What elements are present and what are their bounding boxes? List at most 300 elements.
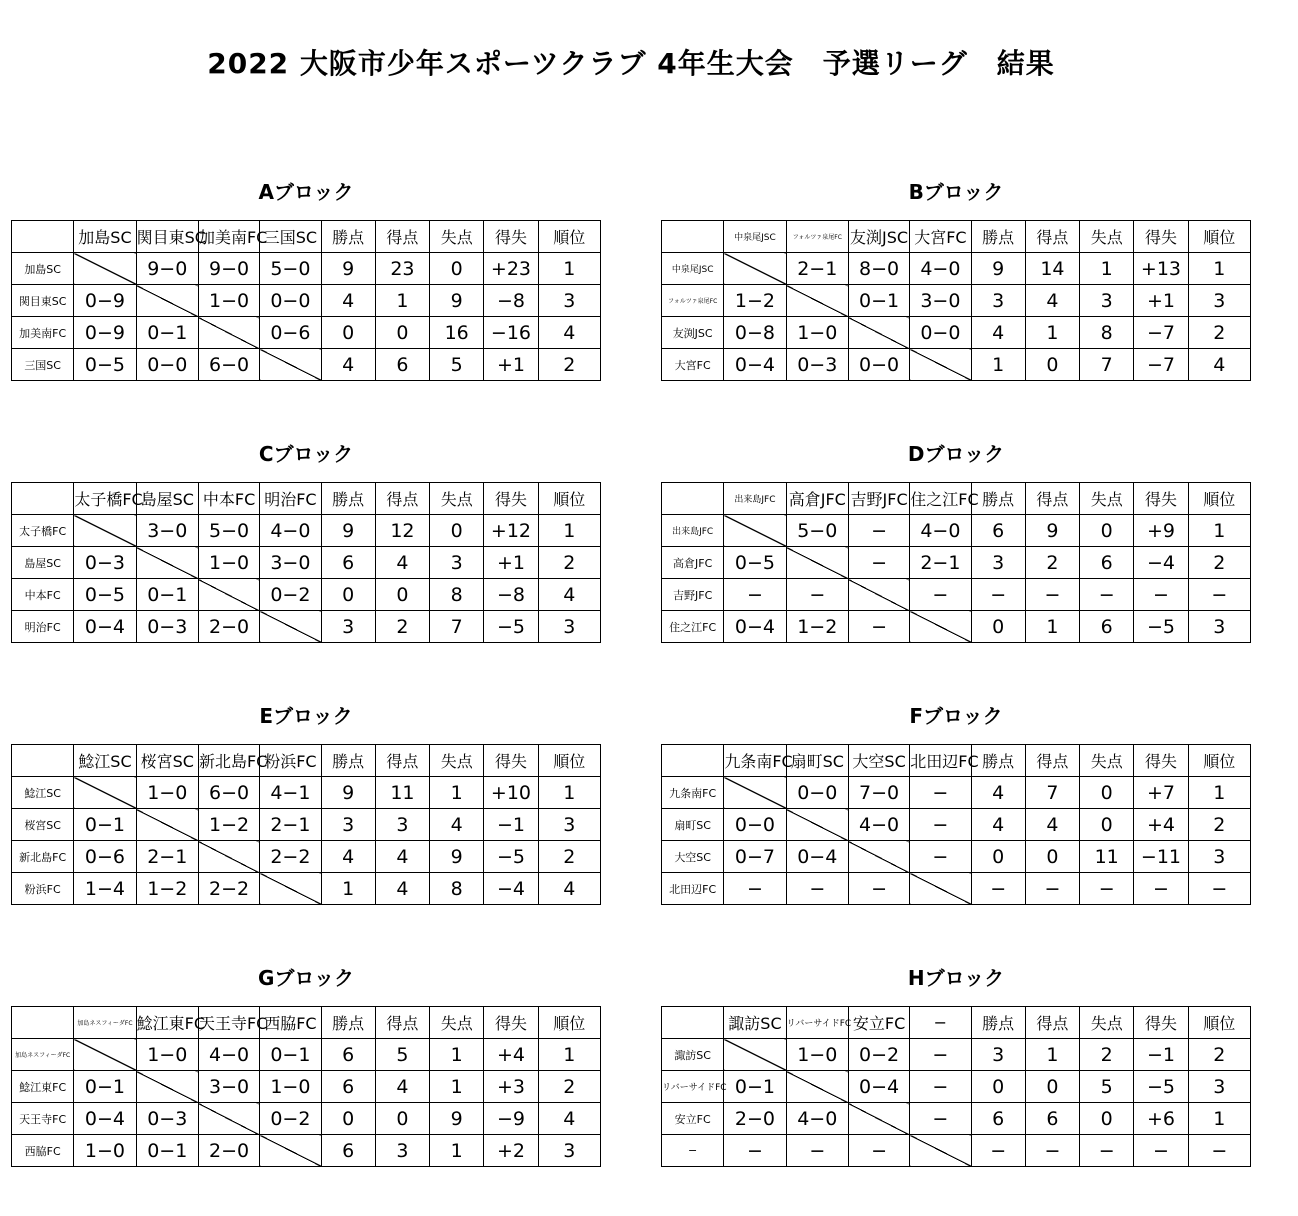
stat-cell: 5 (375, 1039, 429, 1071)
column-team-header: 加島SC (74, 221, 136, 253)
stat-cell: 4 (375, 841, 429, 873)
row-team-label: 明治FC (12, 611, 74, 643)
table-row (662, 611, 1251, 643)
stat-cell: +1 (484, 349, 538, 381)
diagonal-cell (260, 873, 321, 905)
column-team-header: 住之江FC (910, 483, 971, 515)
table-row (12, 841, 601, 873)
score-cell: 1−0 (198, 285, 259, 317)
stat-cell: − (971, 873, 1025, 905)
stat-cell: 2 (538, 349, 600, 381)
score-cell: 0−2 (260, 579, 321, 611)
score-cell: 4−0 (198, 1039, 259, 1071)
row-team-label: 天王寺FC (12, 1103, 74, 1135)
stat-cell: 3 (1188, 841, 1250, 873)
header-row (12, 483, 601, 515)
column-team-header: 太子橋FC (74, 483, 136, 515)
table-row (12, 547, 601, 579)
score-cell: 0−2 (848, 1039, 909, 1071)
stat-header: 得失 (1134, 745, 1188, 777)
stat-cell: 4 (538, 317, 600, 349)
stat-header: 得点 (375, 221, 429, 253)
stat-cell: 4 (971, 809, 1025, 841)
score-cell: 1−2 (136, 873, 198, 905)
column-team-header: 友渕JSC (848, 221, 909, 253)
stat-cell: 1 (375, 285, 429, 317)
stat-cell: 4 (538, 579, 600, 611)
score-cell: − (910, 777, 971, 809)
block-title: Bブロック (908, 180, 1004, 204)
column-team-header: 北田辺FC (910, 745, 971, 777)
stat-cell: 3 (1188, 1071, 1250, 1103)
table-row (662, 317, 1251, 349)
stat-cell: 1 (1025, 611, 1079, 643)
score-cell: 0−0 (848, 349, 909, 381)
stat-cell: 0 (971, 841, 1025, 873)
stat-cell: 3 (971, 547, 1025, 579)
column-team-header: 高倉JFC (786, 483, 848, 515)
stat-cell: 2 (1188, 317, 1250, 349)
stat-cell: 3 (538, 1135, 600, 1167)
stat-cell: 2 (1188, 547, 1250, 579)
diagonal-cell (910, 873, 971, 905)
score-cell: 0−4 (74, 611, 136, 643)
score-cell: 2−0 (724, 1103, 786, 1135)
score-cell: 0−1 (136, 579, 198, 611)
row-team-label: 三国SC (12, 349, 74, 381)
diagonal-cell (786, 547, 848, 579)
row-team-label: 中本FC (12, 579, 74, 611)
stat-cell: 11 (1080, 841, 1134, 873)
score-cell: 0−3 (136, 611, 198, 643)
stat-header: 失点 (1080, 745, 1134, 777)
table-row (662, 777, 1251, 809)
stat-cell: 7 (1080, 349, 1134, 381)
stat-cell: 2 (375, 611, 429, 643)
stat-cell: 4 (1025, 285, 1079, 317)
column-team-header: 鯰江SC (74, 745, 136, 777)
diagonal-cell (74, 515, 136, 547)
stat-cell: +2 (484, 1135, 538, 1167)
row-team-label: 加島ネスフィーダFC (12, 1039, 74, 1071)
block-title: Eブロック (259, 704, 353, 728)
results-table (661, 220, 1251, 381)
stat-cell: 1 (1025, 1039, 1079, 1071)
stat-cell: 9 (430, 1103, 484, 1135)
corner-cell (662, 745, 724, 777)
stat-cell: 0 (430, 253, 484, 285)
stat-cell: 9 (321, 253, 375, 285)
stat-cell: 0 (1080, 777, 1134, 809)
table-row (662, 1103, 1251, 1135)
table-row (12, 809, 601, 841)
stat-cell: 3 (1188, 611, 1250, 643)
stat-cell: −5 (1134, 1071, 1188, 1103)
score-cell: − (910, 841, 971, 873)
stat-cell: 9 (430, 285, 484, 317)
stat-cell: 6 (971, 515, 1025, 547)
score-cell: − (910, 1103, 971, 1135)
table-row (662, 873, 1251, 905)
stat-cell: −9 (484, 1103, 538, 1135)
score-cell: 0−4 (724, 349, 786, 381)
stat-header: 失点 (430, 483, 484, 515)
diagonal-cell (260, 349, 321, 381)
diagonal-cell (910, 1135, 971, 1167)
score-cell: 0−6 (74, 841, 136, 873)
diagonal-cell (910, 349, 971, 381)
stat-cell: 3 (538, 285, 600, 317)
stat-cell: 3 (321, 611, 375, 643)
score-cell: 4−0 (848, 809, 909, 841)
score-cell: 0−4 (786, 841, 848, 873)
diagonal-cell (74, 777, 136, 809)
stat-cell: +12 (484, 515, 538, 547)
table-row (12, 317, 601, 349)
stat-cell: 0 (1025, 1071, 1079, 1103)
stat-cell: 4 (375, 1071, 429, 1103)
stat-cell: +7 (1134, 777, 1188, 809)
column-team-header: 新北島FC (198, 745, 259, 777)
stat-cell: 3 (321, 809, 375, 841)
stat-cell: 7 (430, 611, 484, 643)
score-cell: 0−1 (724, 1071, 786, 1103)
column-team-header: 天王寺FC (198, 1007, 259, 1039)
stat-header: 順位 (538, 745, 600, 777)
score-cell: 8−0 (848, 253, 909, 285)
stat-header: 順位 (1188, 221, 1250, 253)
stat-cell: 12 (375, 515, 429, 547)
stat-cell: 3 (1188, 285, 1250, 317)
diagonal-cell (848, 317, 909, 349)
diagonal-cell (198, 317, 259, 349)
stat-cell: 0 (375, 579, 429, 611)
column-team-header: フォルツァ泉尾FC (786, 221, 848, 253)
score-cell: 1−0 (260, 1071, 321, 1103)
stat-cell: 1 (538, 777, 600, 809)
stat-cell: 3 (538, 611, 600, 643)
stat-cell: 1 (971, 349, 1025, 381)
stat-cell: − (1188, 1135, 1250, 1167)
stat-header: 得失 (1134, 483, 1188, 515)
stat-cell: − (1134, 579, 1188, 611)
score-cell: 4−0 (786, 1103, 848, 1135)
score-cell: 3−0 (260, 547, 321, 579)
score-cell: 0−3 (786, 349, 848, 381)
row-team-label: 友渕JSC (662, 317, 724, 349)
stat-cell: −5 (484, 841, 538, 873)
stat-cell: 4 (375, 873, 429, 905)
stat-cell: 4 (538, 1103, 600, 1135)
stat-header: 得点 (375, 1007, 429, 1039)
table-row (662, 841, 1251, 873)
stat-cell: 6 (321, 1039, 375, 1071)
table-row (662, 1039, 1251, 1071)
stat-cell: +4 (484, 1039, 538, 1071)
stat-cell: 2 (1188, 809, 1250, 841)
stat-header: 順位 (538, 483, 600, 515)
row-team-label: 諏訪SC (662, 1039, 724, 1071)
score-cell: 2−0 (198, 611, 259, 643)
stat-cell: −4 (1134, 547, 1188, 579)
score-cell: 4−0 (910, 253, 971, 285)
score-cell: 5−0 (786, 515, 848, 547)
stat-cell: 0 (321, 317, 375, 349)
block-title: Hブロック (907, 966, 1005, 990)
score-cell: − (910, 1071, 971, 1103)
stat-cell: 3 (375, 1135, 429, 1167)
stat-cell: +13 (1134, 253, 1188, 285)
stat-cell: +3 (484, 1071, 538, 1103)
score-cell: 3−0 (910, 285, 971, 317)
corner-cell (662, 221, 724, 253)
stat-header: 得点 (1025, 483, 1079, 515)
stat-cell: 6 (1080, 547, 1134, 579)
stat-header: 順位 (538, 221, 600, 253)
column-team-header: 扇町SC (786, 745, 848, 777)
stat-cell: 2 (538, 1071, 600, 1103)
stat-cell: 3 (538, 809, 600, 841)
header-row (662, 1007, 1251, 1039)
stat-cell: 0 (1080, 515, 1134, 547)
stat-cell: − (1134, 873, 1188, 905)
stat-cell: 3 (1080, 285, 1134, 317)
score-cell: 0−9 (74, 317, 136, 349)
score-cell: 9−0 (198, 253, 259, 285)
diagonal-cell (848, 1103, 909, 1135)
corner-cell (12, 745, 74, 777)
stat-cell: 0 (1080, 809, 1134, 841)
score-cell: − (786, 873, 848, 905)
stat-cell: 2 (1080, 1039, 1134, 1071)
score-cell: 0−1 (136, 1135, 198, 1167)
score-cell: 0−0 (910, 317, 971, 349)
stat-cell: −1 (484, 809, 538, 841)
diagonal-cell (136, 809, 198, 841)
diagonal-cell (724, 777, 786, 809)
row-team-label: フォルツァ泉尾FC (662, 285, 724, 317)
stat-cell: 1 (1188, 253, 1250, 285)
row-team-label: 桜宮SC (12, 809, 74, 841)
column-team-header: 大宮FC (910, 221, 971, 253)
row-team-label: 西脇FC (12, 1135, 74, 1167)
column-team-header: 桜宮SC (136, 745, 198, 777)
stat-header: 勝点 (321, 745, 375, 777)
stat-header: 得点 (375, 745, 429, 777)
score-cell: − (724, 873, 786, 905)
score-cell: 0−1 (848, 285, 909, 317)
stat-header: 得失 (484, 1007, 538, 1039)
row-team-label: 加島SC (12, 253, 74, 285)
score-cell: − (848, 547, 909, 579)
block-title: Fブロック (909, 704, 1003, 728)
column-team-header: 島屋SC (136, 483, 198, 515)
table-row (662, 809, 1251, 841)
stat-header: 得失 (484, 221, 538, 253)
stat-cell: 1 (538, 1039, 600, 1071)
score-cell: 4−0 (260, 515, 321, 547)
stat-header: 失点 (430, 221, 484, 253)
diagonal-cell (260, 1135, 321, 1167)
score-cell: 4−1 (260, 777, 321, 809)
results-table (661, 482, 1251, 643)
column-team-header: − (910, 1007, 971, 1039)
column-team-header: 粉浜FC (260, 745, 321, 777)
stat-cell: − (971, 1135, 1025, 1167)
score-cell: 1−0 (136, 777, 198, 809)
table-row (662, 579, 1251, 611)
diagonal-cell (260, 611, 321, 643)
stat-header: 得失 (484, 745, 538, 777)
score-cell: 3−0 (198, 1071, 259, 1103)
stat-cell: −1 (1134, 1039, 1188, 1071)
column-team-header: 中泉尾JSC (724, 221, 786, 253)
row-team-label: 九条南FC (662, 777, 724, 809)
score-cell: 1−0 (198, 547, 259, 579)
block-title: Gブロック (257, 966, 355, 990)
corner-cell (662, 1007, 724, 1039)
score-cell: − (848, 1135, 909, 1167)
stat-cell: 1 (430, 1071, 484, 1103)
stat-cell: 6 (1025, 1103, 1079, 1135)
score-cell: − (724, 579, 786, 611)
stat-cell: − (1025, 579, 1079, 611)
stat-cell: 3 (971, 285, 1025, 317)
stat-cell: 2 (538, 841, 600, 873)
header-row (662, 745, 1251, 777)
score-cell: 0−0 (724, 809, 786, 841)
stat-header: 失点 (1080, 1007, 1134, 1039)
stat-cell: 4 (321, 349, 375, 381)
score-cell: 0−6 (260, 317, 321, 349)
stat-cell: +9 (1134, 515, 1188, 547)
diagonal-cell (136, 285, 198, 317)
column-team-header: 九条南FC (724, 745, 786, 777)
corner-cell (12, 483, 74, 515)
results-table (661, 1006, 1251, 1167)
stat-cell: −5 (484, 611, 538, 643)
diagonal-cell (786, 809, 848, 841)
score-cell: 0−8 (724, 317, 786, 349)
diagonal-cell (74, 253, 136, 285)
score-cell: 5−0 (260, 253, 321, 285)
stat-cell: 3 (971, 1039, 1025, 1071)
block-title: Dブロック (907, 442, 1005, 466)
stat-header: 失点 (1080, 221, 1134, 253)
diagonal-cell (74, 1039, 136, 1071)
table-row (662, 1071, 1251, 1103)
stat-cell: 4 (1188, 349, 1250, 381)
stat-header: 失点 (430, 1007, 484, 1039)
column-team-header: 西脇FC (260, 1007, 321, 1039)
row-team-label: 新北島FC (12, 841, 74, 873)
stat-header: 勝点 (971, 745, 1025, 777)
column-team-header: 中本FC (198, 483, 259, 515)
row-team-label: 関目東SC (12, 285, 74, 317)
stat-header: 順位 (1188, 745, 1250, 777)
stat-header: 順位 (1188, 483, 1250, 515)
score-cell: 0−3 (136, 1103, 198, 1135)
stat-cell: − (1080, 579, 1134, 611)
row-team-label: 中泉尾JSC (662, 253, 724, 285)
column-team-header: 諏訪SC (724, 1007, 786, 1039)
score-cell: 2−1 (260, 809, 321, 841)
row-team-label: 太子橋FC (12, 515, 74, 547)
stat-cell: 1 (1188, 515, 1250, 547)
stat-cell: − (1025, 873, 1079, 905)
stat-cell: 4 (1025, 809, 1079, 841)
stat-header: 順位 (1188, 1007, 1250, 1039)
table-row (12, 515, 601, 547)
corner-cell (12, 1007, 74, 1039)
column-team-header: 三国SC (260, 221, 321, 253)
stat-cell: 0 (1025, 841, 1079, 873)
score-cell: 1−2 (724, 285, 786, 317)
diagonal-cell (848, 841, 909, 873)
score-cell: 4−0 (910, 515, 971, 547)
stat-cell: 4 (321, 841, 375, 873)
diagonal-cell (848, 579, 909, 611)
stat-cell: 6 (321, 1071, 375, 1103)
corner-cell (662, 483, 724, 515)
score-cell: 0−0 (260, 285, 321, 317)
stat-cell: 0 (321, 579, 375, 611)
stat-cell: 0 (375, 1103, 429, 1135)
row-team-label: 吉野JFC (662, 579, 724, 611)
header-row (662, 221, 1251, 253)
stat-cell: 4 (971, 317, 1025, 349)
stat-cell: 5 (1080, 1071, 1134, 1103)
table-row (12, 1103, 601, 1135)
stat-header: 勝点 (971, 483, 1025, 515)
score-cell: 0−4 (74, 1103, 136, 1135)
stat-cell: 3 (375, 809, 429, 841)
stat-cell: +23 (484, 253, 538, 285)
results-table (11, 220, 601, 381)
row-team-label: 加美南FC (12, 317, 74, 349)
row-team-label: 粉浜FC (12, 873, 74, 905)
stat-cell: 6 (1080, 611, 1134, 643)
stat-cell: 1 (538, 253, 600, 285)
stat-cell: 6 (971, 1103, 1025, 1135)
score-cell: − (848, 515, 909, 547)
score-cell: 0−1 (74, 809, 136, 841)
stat-cell: 0 (1080, 1103, 1134, 1135)
stat-cell: +4 (1134, 809, 1188, 841)
results-table (11, 744, 601, 905)
stat-cell: −8 (484, 285, 538, 317)
score-cell: − (786, 1135, 848, 1167)
row-team-label: 大空SC (662, 841, 724, 873)
stat-cell: +6 (1134, 1103, 1188, 1135)
stat-cell: 9 (971, 253, 1025, 285)
stat-header: 勝点 (321, 483, 375, 515)
stat-header: 得点 (1025, 221, 1079, 253)
stat-header: 失点 (1080, 483, 1134, 515)
diagonal-cell (786, 285, 848, 317)
stat-cell: +1 (1134, 285, 1188, 317)
score-cell: 2−0 (198, 1135, 259, 1167)
block-title: Aブロック (258, 180, 354, 204)
column-team-header: 関目東SC (136, 221, 198, 253)
score-cell: 0−2 (260, 1103, 321, 1135)
stat-cell: 2 (538, 547, 600, 579)
stat-cell: − (1188, 873, 1250, 905)
stat-header: 得失 (1134, 221, 1188, 253)
corner-cell (12, 221, 74, 253)
stat-cell: 9 (321, 515, 375, 547)
stat-cell: 4 (321, 285, 375, 317)
